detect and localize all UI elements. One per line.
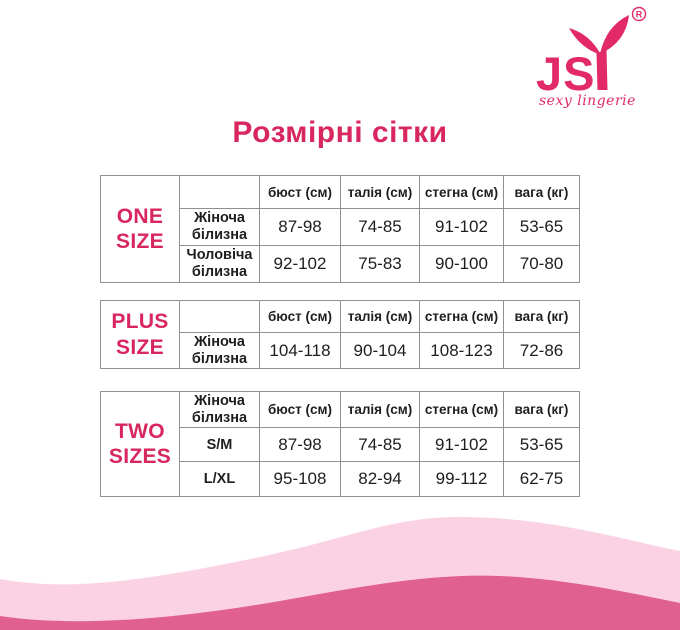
column-header-hips: стегна (см)	[420, 176, 504, 209]
value-cell: 53-65	[504, 428, 580, 462]
logo-letters: JS	[536, 47, 596, 100]
size-label-line: SIZE	[116, 230, 164, 253]
value-cell: 70-80	[504, 246, 580, 283]
header-label-cell	[180, 301, 260, 333]
value-cell: 87-98	[260, 209, 341, 246]
table-header-row	[101, 301, 580, 333]
column-header-hips: стегна (см)	[420, 301, 504, 333]
column-header-waist: талія (см)	[341, 392, 420, 428]
value-cell: 91-102	[420, 428, 504, 462]
column-header-weight: вага (кг)	[504, 392, 580, 428]
column-header-waist: талія (см)	[341, 176, 420, 209]
row-label: Жіноча білизна	[180, 209, 260, 246]
size-label-line: SIZE	[116, 335, 164, 359]
value-cell: 90-104	[341, 333, 420, 369]
size-label-line: SIZES	[108, 445, 172, 469]
wave-dark-shape	[0, 576, 680, 630]
column-header-bust: бюст (см)	[260, 392, 341, 428]
value-cell: 74-85	[341, 209, 420, 246]
value-cell: 104-118	[260, 333, 341, 369]
leaf-right-icon	[600, 15, 629, 54]
row-label: Жіноча білизна	[180, 333, 260, 369]
size-group-label	[101, 176, 180, 283]
column-header-bust: бюст (см)	[260, 301, 341, 333]
value-cell: 82-94	[341, 462, 420, 497]
size-group-label	[101, 392, 180, 497]
column-header-weight: вага (кг)	[504, 301, 580, 333]
value-cell: 72-86	[504, 333, 580, 369]
value-cell: 95-108	[260, 462, 341, 497]
size-label-line: TWO	[115, 419, 165, 443]
size-group-label	[101, 301, 180, 369]
value-cell: 108-123	[420, 333, 504, 369]
column-header-bust: бюст (см)	[260, 176, 341, 209]
wave-light-shape	[0, 517, 680, 630]
row-label: Чоловіча білизна	[180, 246, 260, 283]
plus-size-table	[100, 300, 580, 369]
header-label-cell	[180, 176, 260, 209]
logo-tagline: sexy lingerie	[539, 93, 636, 109]
table-header-row	[101, 176, 580, 209]
registered-trademark-letter: R	[635, 9, 643, 20]
column-header-weight: вага (кг)	[504, 176, 580, 209]
jsy-logo	[528, 5, 673, 110]
value-cell: 87-98	[260, 428, 341, 462]
value-cell: 75-83	[341, 246, 420, 283]
logo-y-stem	[597, 50, 608, 90]
page-title: Розмірні сітки	[232, 116, 448, 149]
value-cell: 74-85	[341, 428, 420, 462]
one-size-table	[100, 175, 580, 283]
value-cell: 53-65	[504, 209, 580, 246]
value-cell: 99-112	[420, 462, 504, 497]
size-label-line: PLUS	[111, 310, 169, 334]
table-header-row	[101, 392, 580, 428]
value-cell: 90-100	[420, 246, 504, 283]
header-label-cell: Жіноча білизна	[180, 392, 260, 428]
row-label: S/M	[180, 428, 260, 462]
value-cell: 91-102	[420, 209, 504, 246]
two-sizes-table	[100, 391, 580, 497]
size-label-line: ONE	[116, 204, 164, 228]
column-header-waist: талія (см)	[341, 301, 420, 333]
value-cell: 92-102	[260, 246, 341, 283]
row-label: L/XL	[180, 462, 260, 497]
column-header-hips: стегна (см)	[420, 392, 504, 428]
value-cell: 62-75	[504, 462, 580, 497]
